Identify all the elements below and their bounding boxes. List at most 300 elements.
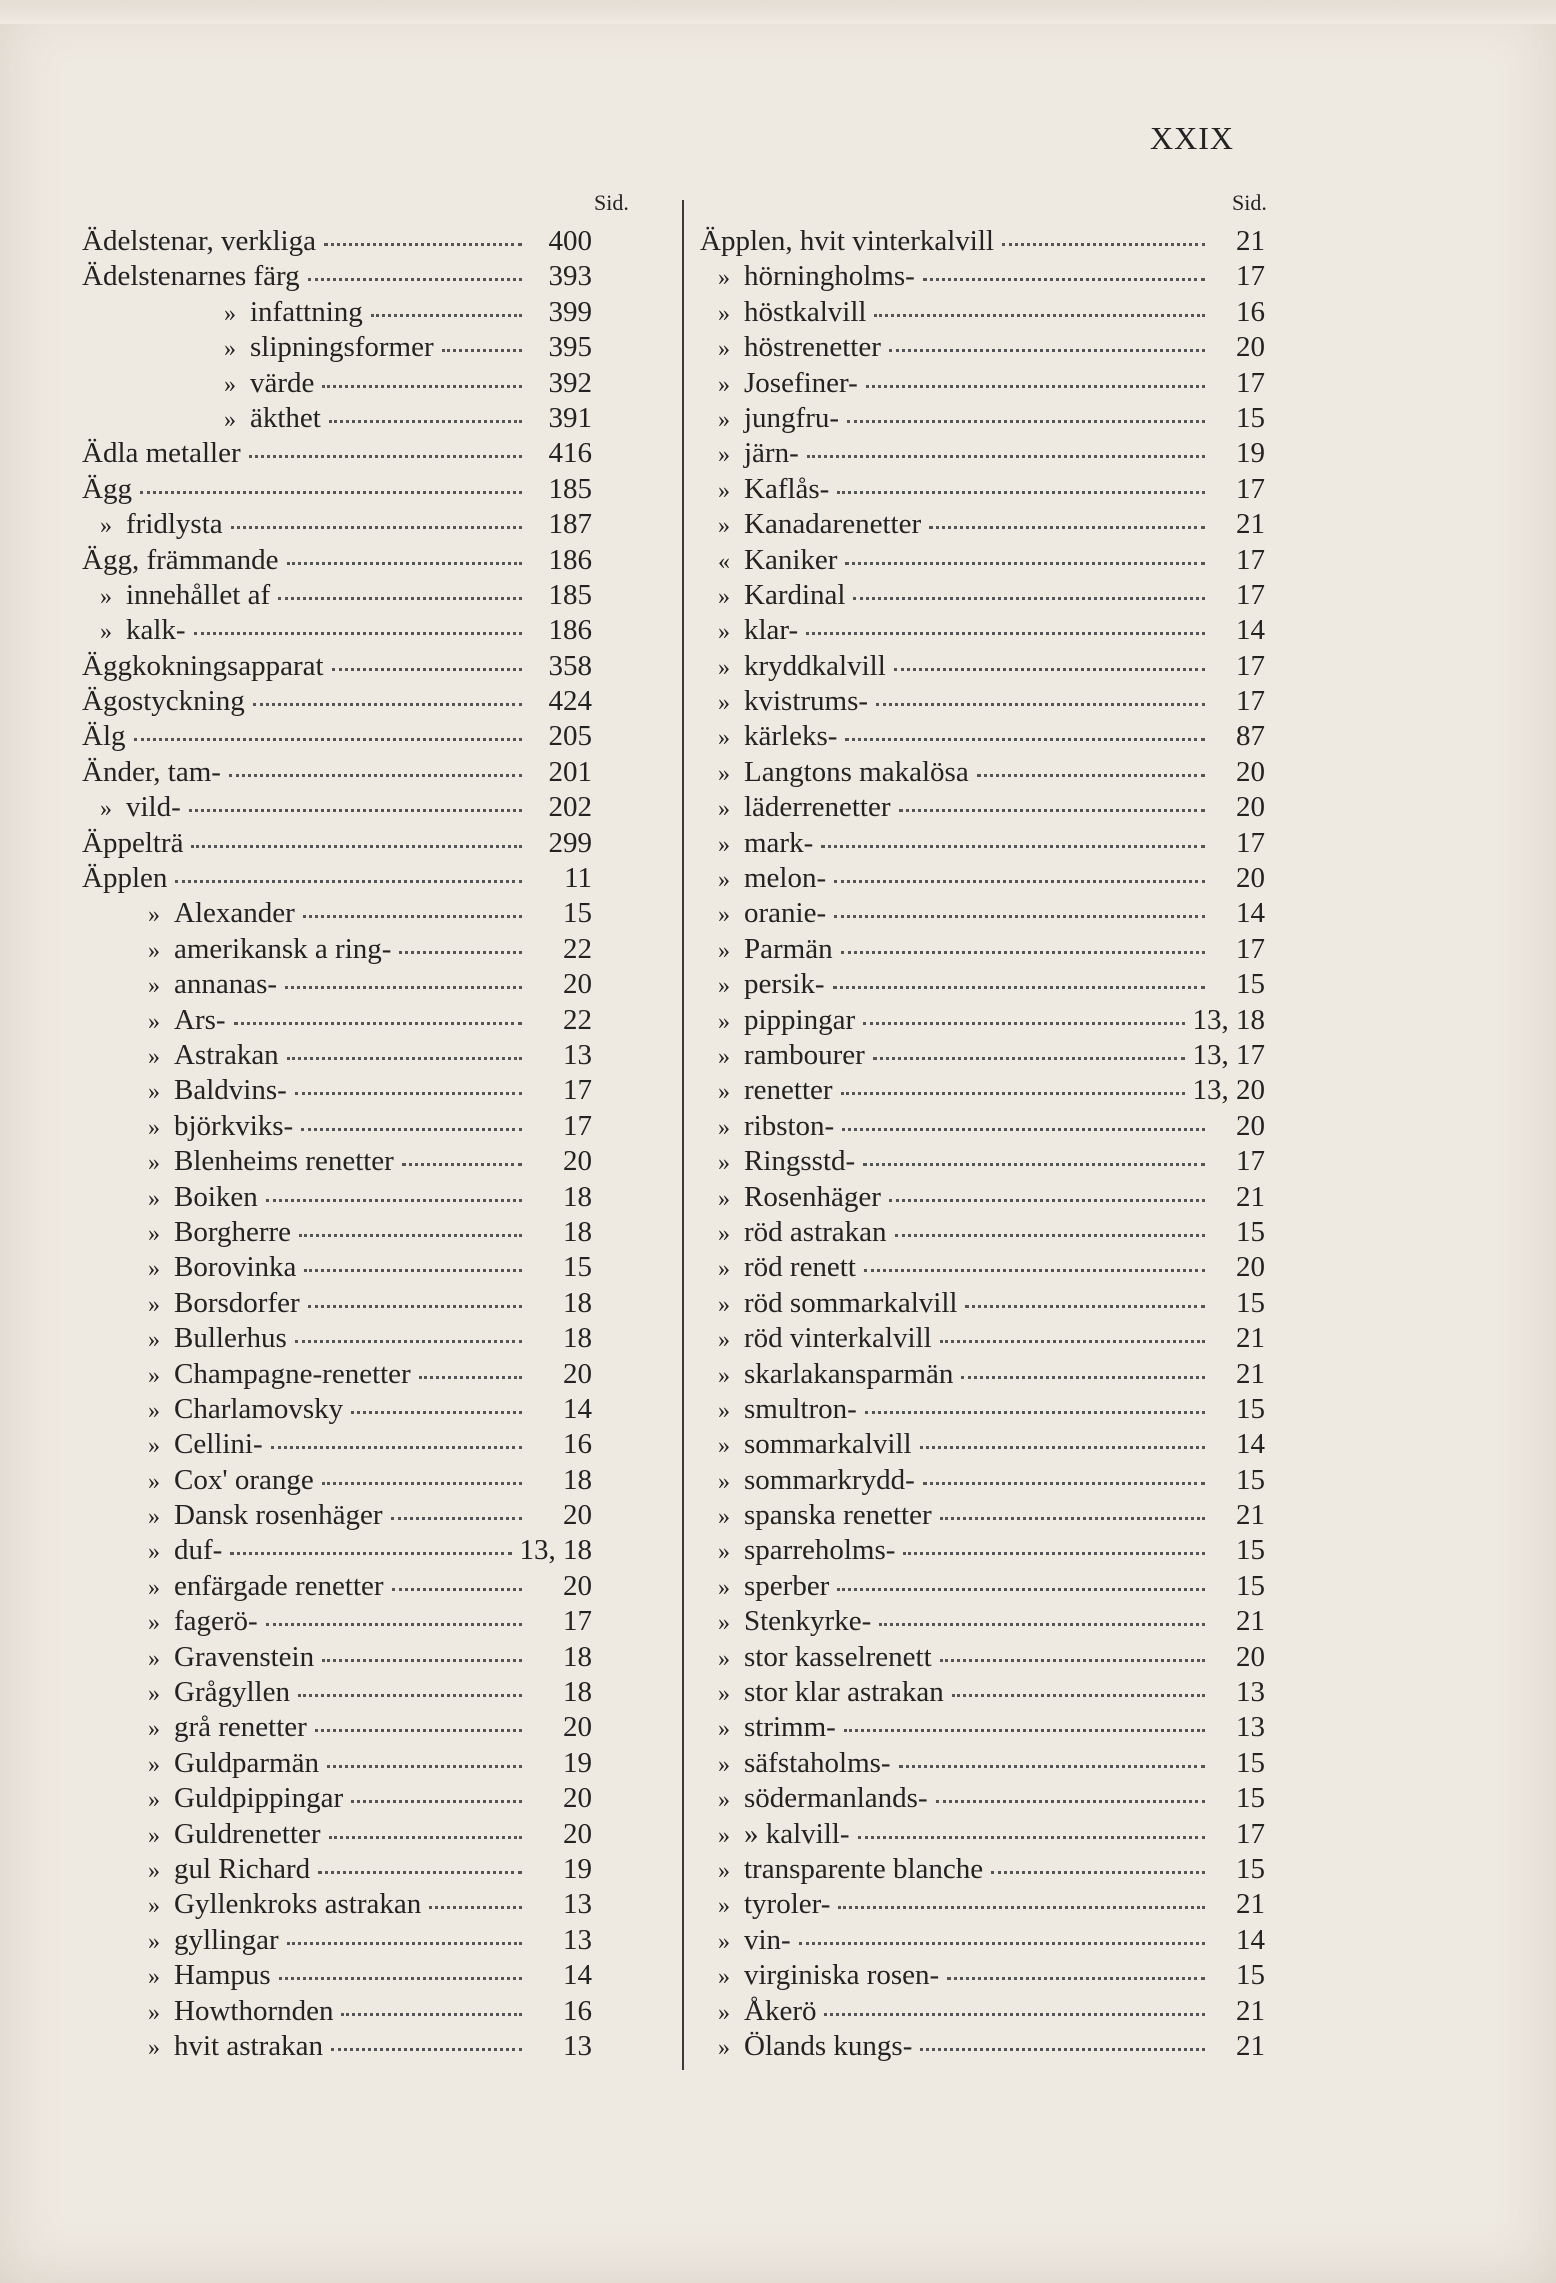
entry-page-number: 21 [1236, 225, 1265, 257]
index-entry [700, 684, 1265, 719]
dot-leader [419, 1376, 522, 1379]
entry-page-number: 17 [1236, 685, 1265, 718]
entry-page-number: 21 [1236, 508, 1265, 541]
ditto-mark: » [100, 619, 112, 646]
entry-term: Ölands kungs- [744, 2029, 913, 2062]
dot-leader [318, 1871, 522, 1874]
entry-term: Dansk rosenhäger [174, 1499, 383, 1532]
ditto-mark: » [148, 1751, 160, 1778]
entry-page-number: 15 [1236, 1959, 1265, 1992]
entry-term: oranie- [744, 897, 827, 930]
ditto-mark: » [100, 796, 112, 823]
ditto-mark: » [718, 1362, 730, 1389]
ditto-mark: » [718, 1822, 730, 1849]
dot-leader [838, 1906, 1205, 1909]
entry-page-number: 20 [1236, 755, 1265, 788]
index-entry [82, 1923, 592, 1958]
dot-leader [304, 1269, 522, 1272]
dot-leader [299, 1234, 522, 1237]
dot-leader [189, 809, 522, 812]
dot-leader [806, 632, 1205, 635]
entry-page-number: 185 [548, 472, 592, 505]
entry-term: persik- [744, 968, 825, 1001]
entry-term: Ars- [174, 1003, 226, 1036]
entry-term: järn- [744, 437, 799, 470]
dot-leader [442, 349, 522, 352]
index-entry [700, 719, 1265, 754]
entry-term: hvit astrakan [174, 2029, 323, 2062]
entry-term: röd sommarkalvill [744, 1286, 958, 1319]
ditto-mark: « [718, 548, 730, 575]
index-entry [700, 330, 1265, 365]
index-entry [700, 1073, 1265, 1108]
index-entry [82, 1569, 592, 1604]
entry-term: renetter [744, 1074, 833, 1107]
index-entry [82, 1180, 592, 1215]
index-entry [82, 932, 592, 967]
index-entry [700, 1180, 1265, 1215]
dot-leader [230, 1552, 511, 1555]
index-entry [82, 1144, 592, 1179]
entry-term: Borsdorfer [174, 1286, 300, 1319]
entry-page-number: 15 [563, 897, 592, 930]
index-entry [700, 932, 1265, 967]
entry-page-number: 185 [548, 578, 592, 611]
index-entry [700, 1994, 1265, 2029]
entry-term: vild- [126, 791, 181, 824]
entry-term: Äppelträ [82, 826, 184, 859]
dot-leader [847, 420, 1205, 423]
dot-leader [429, 1906, 522, 1909]
entry-term: Guldrenetter [174, 1817, 321, 1850]
ditto-mark: » [718, 477, 730, 504]
ditto-mark: » [148, 1504, 160, 1531]
ditto-mark: » [718, 265, 730, 292]
dot-leader [866, 385, 1205, 388]
index-entry [82, 295, 592, 330]
entry-page-number: 20 [1236, 862, 1265, 895]
dot-leader [845, 738, 1205, 741]
ditto-mark: » [718, 902, 730, 929]
ditto-mark: » [718, 937, 730, 964]
page-column-header: Sid. [1232, 190, 1267, 215]
dot-leader [287, 562, 523, 565]
ditto-mark: » [148, 937, 160, 964]
ditto-mark: » [148, 1291, 160, 1318]
index-entry [82, 1357, 592, 1392]
ditto-mark: » [148, 1822, 160, 1849]
entry-page-number: 21 [1236, 1888, 1265, 1921]
entry-page-number: 20 [563, 1782, 592, 1815]
entry-term: Rosenhäger [744, 1180, 881, 1213]
dot-leader [903, 1552, 1205, 1555]
dot-leader [807, 455, 1205, 458]
ditto-mark: » [718, 371, 730, 398]
index-entry [82, 1250, 592, 1285]
dot-leader [833, 986, 1205, 989]
dot-leader [331, 2048, 522, 2051]
index-entry [700, 224, 1265, 259]
entry-term: sommarkrydd- [744, 1463, 915, 1496]
entry-term: läderrenetter [744, 791, 891, 824]
entry-page-number: 201 [548, 755, 592, 788]
dot-leader [351, 1411, 522, 1414]
entry-term: pippingar [744, 1003, 856, 1036]
dot-leader [965, 1305, 1205, 1308]
ditto-mark: » [100, 513, 112, 540]
ditto-mark: » [718, 1079, 730, 1106]
index-entry [82, 1498, 592, 1533]
dot-leader [341, 2013, 522, 2016]
dot-leader [194, 632, 522, 635]
entry-term: Ägg [82, 472, 132, 505]
dot-leader [332, 668, 522, 671]
ditto-mark: » [718, 760, 730, 787]
dot-leader [298, 1694, 522, 1697]
dot-leader [865, 1411, 1205, 1414]
ditto-mark: » [718, 1857, 730, 1884]
index-entry [700, 1286, 1265, 1321]
index-entry [82, 1887, 592, 1922]
entry-term: Ädelstenarnes färg [82, 260, 300, 293]
index-entry [700, 472, 1265, 507]
index-entry [700, 1640, 1265, 1675]
dot-leader [923, 1482, 1205, 1485]
entry-page-number: 15 [1236, 1569, 1265, 1602]
dot-leader [844, 1729, 1205, 1732]
entry-page-number: 17 [1236, 826, 1265, 859]
entry-term: skarlakansparmän [744, 1357, 954, 1390]
entry-page-number: 20 [563, 1817, 592, 1850]
dot-leader [278, 597, 522, 600]
ditto-mark: » [148, 1716, 160, 1743]
dot-leader [874, 314, 1205, 317]
entry-page-number: 19 [1236, 437, 1265, 470]
entry-term: transparente blanche [744, 1852, 984, 1885]
index-entry [82, 1533, 592, 1568]
entry-page-number: 21 [1236, 1322, 1265, 1355]
entry-term: » kalvill- [744, 1817, 850, 1850]
dot-leader [929, 526, 1205, 529]
entry-page-number: 399 [548, 295, 592, 328]
ditto-mark: » [718, 1256, 730, 1283]
dot-leader [837, 1588, 1205, 1591]
entry-page-number: 299 [548, 826, 592, 859]
entry-page-number: 22 [563, 1003, 592, 1036]
dot-leader [391, 1517, 522, 1520]
index-entry [82, 613, 592, 648]
entry-term: Ringsstd- [744, 1145, 856, 1178]
entry-term: björkviks- [174, 1109, 294, 1142]
entry-term: Stenkyrke- [744, 1605, 872, 1638]
entry-page-number: 16 [1236, 295, 1265, 328]
dot-leader [947, 1977, 1205, 1980]
index-entry [700, 1215, 1265, 1250]
ditto-mark: » [148, 1787, 160, 1814]
dot-leader [842, 1128, 1205, 1131]
index-entry [82, 861, 592, 896]
entry-page-number: 20 [1236, 791, 1265, 824]
index-entry [700, 366, 1265, 401]
entry-page-number: 15 [563, 1251, 592, 1284]
ditto-mark: » [148, 2034, 160, 2061]
index-entry [82, 1710, 592, 1745]
entry-term: Gyllenkroks astrakan [174, 1888, 422, 1921]
entry-page-number: 17 [1236, 260, 1265, 293]
index-entry [82, 1038, 592, 1073]
ditto-mark: » [718, 336, 730, 363]
index-entry [700, 1958, 1265, 1993]
entry-page-number: 14 [1236, 614, 1265, 647]
entry-page-number: 17 [1236, 1145, 1265, 1178]
index-entry [700, 543, 1265, 578]
dot-leader [229, 774, 522, 777]
entry-term: Alexander [174, 897, 295, 930]
dot-leader [863, 1163, 1205, 1166]
entry-page-number: 20 [1236, 1251, 1265, 1284]
index-entry [700, 295, 1265, 330]
ditto-mark: » [718, 1751, 730, 1778]
dot-leader [834, 915, 1205, 918]
entry-term: Äpplen, hvit vinterkalvill [700, 225, 994, 257]
index-entry [82, 1109, 592, 1144]
entry-page-number: 15 [1236, 1463, 1265, 1496]
entry-term: Äggkokningsapparat [82, 649, 324, 682]
index-entry [82, 1215, 592, 1250]
entry-term: stor kasselrenett [744, 1640, 932, 1673]
entry-page-number: 17 [563, 1074, 592, 1107]
entry-term: Langtons makalösa [744, 755, 969, 788]
ditto-mark: » [148, 1043, 160, 1070]
entry-term: Guldparmän [174, 1746, 319, 1779]
ditto-mark: » [718, 442, 730, 469]
entry-term: mark- [744, 826, 814, 859]
entry-page-number: 186 [548, 614, 592, 647]
dot-leader [920, 2048, 1205, 2051]
ditto-mark: » [148, 1079, 160, 1106]
dot-leader [327, 1765, 522, 1768]
ditto-mark: » [718, 1327, 730, 1354]
index-entry [82, 1958, 592, 1993]
ditto-mark: » [718, 619, 730, 646]
index-entry [700, 1498, 1265, 1533]
dot-leader [876, 703, 1205, 706]
ditto-mark: » [718, 1150, 730, 1177]
entry-page-number: 358 [548, 649, 592, 682]
dot-leader [308, 1305, 522, 1308]
entry-page-number: 20 [563, 1145, 592, 1178]
entry-term: röd renett [744, 1251, 856, 1284]
entry-page-number: 13 [563, 1888, 592, 1921]
entry-term: Grågyllen [174, 1676, 290, 1709]
dot-leader [295, 1092, 522, 1095]
entry-term: sommarkalvill [744, 1428, 912, 1461]
index-entry [82, 436, 592, 471]
dot-leader [285, 986, 522, 989]
dot-leader [351, 1800, 522, 1803]
index-entry [700, 1250, 1265, 1285]
entry-page-number: 13, 17 [1192, 1038, 1265, 1071]
dot-leader [322, 1482, 522, 1485]
entry-term: melon- [744, 862, 827, 895]
dot-leader [894, 668, 1205, 671]
entry-page-number: 20 [1236, 331, 1265, 364]
entry-term: Älg [82, 720, 126, 753]
entry-page-number: 15 [1236, 1746, 1265, 1779]
index-entry [700, 1604, 1265, 1639]
entry-term: Kardinal [744, 578, 846, 611]
index-entry [700, 1746, 1265, 1781]
dot-leader [253, 703, 522, 706]
entry-term: duf- [174, 1534, 223, 1567]
index-entry [82, 967, 592, 1002]
entry-page-number: 17 [1236, 366, 1265, 399]
entry-term: Blenheims renetter [174, 1145, 394, 1178]
dot-leader [821, 845, 1205, 848]
ditto-mark: » [148, 1468, 160, 1495]
entry-page-number: 393 [548, 260, 592, 293]
dot-leader [895, 1234, 1205, 1237]
index-entry [700, 649, 1265, 684]
entry-term: Charlamovsky [174, 1392, 344, 1425]
dot-leader [879, 1623, 1205, 1626]
dot-leader [287, 1942, 522, 1945]
ditto-mark: » [718, 2034, 730, 2061]
ditto-mark: » [718, 690, 730, 717]
index-entry [82, 1852, 592, 1887]
entry-page-number: 18 [563, 1322, 592, 1355]
entry-page-number: 21 [1236, 1180, 1265, 1213]
page-column-header: Sid. [594, 190, 629, 215]
index-entry [82, 507, 592, 542]
entry-page-number: 17 [1236, 578, 1265, 611]
ditto-mark: » [148, 1362, 160, 1389]
dot-leader [961, 1376, 1205, 1379]
ditto-mark: » [718, 1397, 730, 1424]
entry-term: innehållet af [126, 578, 271, 611]
entry-page-number: 187 [548, 508, 592, 541]
index-entry [700, 1003, 1265, 1038]
entry-term: röd vinterkalvill [744, 1322, 932, 1355]
entry-term: södermanlands- [744, 1782, 928, 1815]
entry-term: Parmän [744, 932, 833, 965]
torn-top-edge [0, 0, 1556, 24]
dot-leader [191, 845, 522, 848]
ditto-mark: » [718, 513, 730, 540]
entry-page-number: 21 [1236, 1605, 1265, 1638]
entry-page-number: 16 [563, 1428, 592, 1461]
page-number: XXIX [1150, 120, 1234, 156]
entry-term: fridlysta [126, 508, 223, 541]
ditto-mark: » [718, 1220, 730, 1247]
dot-leader [271, 1446, 522, 1449]
ditto-mark: » [718, 1999, 730, 2026]
ditto-mark: » [718, 1504, 730, 1531]
index-entry [700, 613, 1265, 648]
ditto-mark: » [718, 796, 730, 823]
entry-term: kalk- [126, 614, 186, 647]
ditto-mark: » [148, 1008, 160, 1035]
dot-leader [266, 1623, 522, 1626]
index-entry [700, 790, 1265, 825]
entry-term: strimm- [744, 1711, 836, 1744]
entry-term: Borovinka [174, 1251, 297, 1284]
entry-page-number: 18 [563, 1286, 592, 1319]
ditto-mark: » [718, 973, 730, 1000]
entry-term: jungfru- [744, 401, 840, 434]
ditto-mark: » [148, 1114, 160, 1141]
dot-leader [873, 1057, 1185, 1060]
entry-list [700, 224, 1265, 2064]
entry-page-number: 21 [1236, 2029, 1265, 2062]
index-entry [82, 366, 592, 401]
index-entry [82, 1003, 592, 1038]
entry-term: värde [250, 366, 315, 399]
entry-term: amerikansk a ring- [174, 932, 392, 965]
entry-term: Howthornden [174, 1994, 334, 2027]
ditto-mark: » [148, 1645, 160, 1672]
ditto-mark: » [718, 1008, 730, 1035]
index-entry [700, 578, 1265, 613]
index-entry [82, 1073, 592, 1108]
index-entry [700, 1357, 1265, 1392]
ditto-mark: » [148, 1928, 160, 1955]
index-entry [82, 1604, 592, 1639]
entry-term: vin- [744, 1923, 791, 1956]
dot-leader [1002, 243, 1205, 246]
dot-leader [402, 1163, 522, 1166]
entry-term: sparreholms- [744, 1534, 896, 1567]
entry-page-number: 19 [563, 1746, 592, 1779]
dot-leader [295, 1340, 522, 1343]
index-entry [82, 1321, 592, 1356]
entry-page-number: 17 [563, 1605, 592, 1638]
index-entry [700, 861, 1265, 896]
index-entry [82, 649, 592, 684]
entry-term: Borgherre [174, 1215, 292, 1248]
dot-leader [399, 951, 522, 954]
entry-page-number: 13 [563, 2029, 592, 2062]
index-entry [700, 896, 1265, 931]
index-entry [82, 1781, 592, 1816]
index-entry [82, 2029, 592, 2064]
index-entry [82, 1746, 592, 1781]
entry-page-number: 13, 20 [1192, 1074, 1265, 1107]
dot-leader [392, 1588, 522, 1591]
dot-leader [322, 1659, 522, 1662]
entry-page-number: 15 [1236, 1215, 1265, 1248]
entry-page-number: 17 [1236, 472, 1265, 505]
dot-leader [952, 1694, 1205, 1697]
dot-leader [899, 1765, 1205, 1768]
ditto-mark: » [718, 1291, 730, 1318]
entry-page-number: 205 [548, 720, 592, 753]
ditto-mark: » [718, 1964, 730, 1991]
index-entry [700, 1392, 1265, 1427]
entry-page-number: 13 [1236, 1711, 1265, 1744]
ditto-mark: » [224, 371, 236, 398]
index-entry [700, 1569, 1265, 1604]
entry-page-number: 13, 18 [1192, 1003, 1265, 1036]
index-entry [700, 401, 1265, 436]
ditto-mark: » [148, 1999, 160, 2026]
ditto-mark: » [718, 1468, 730, 1495]
dot-leader [315, 1729, 522, 1732]
entry-term: Ägg, främmande [82, 543, 279, 576]
dot-leader [864, 1269, 1205, 1272]
entry-term: sperber [744, 1569, 830, 1602]
entry-page-number: 13 [563, 1923, 592, 1956]
